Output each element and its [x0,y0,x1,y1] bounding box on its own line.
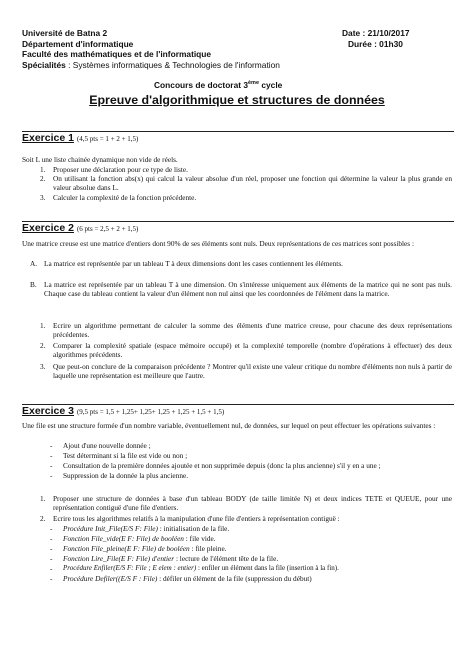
procedure-item [63,534,453,543]
procedure-signature: Fonction Lire_File(E F: File) d'entier [63,554,175,563]
dash-bullet: - [50,564,53,573]
list-number: 2. [40,514,46,523]
exercise-1-heading [22,132,138,144]
exercise-2-intro: Une matrice creuse est une matrice d'entiers dont 90% de ses éléments sont nuls. Deux représentations de ces matrices sont possibles : [22,239,414,248]
operation-item: Suppression de la donnée la plus ancienne. [63,471,189,480]
operation-item: Test déterminant si la file est vide ou non ; [63,451,188,460]
procedure-signature: Procédure Enfiler(E/S F: File ; E elem : entier) [63,564,197,572]
representation-a: La matrice est représentée par un tableau T à deux dimensions dont les cases contiennent les éléments. [44,259,344,268]
exercise-3-points: (9,5 pts = 1,5 + 1,25+ 1,25+ 1,25 + 1,25 + 1,5 + 1,5) [76,408,225,416]
operation-item: Ajout d'une nouvelle donnée ; [63,441,151,450]
question-text: Ecrire tous les algorithmes relatifs à la manipulation d'une file d'entiers à représentation contiguë : [53,514,340,523]
contest-text: Concours de doctorat 3 [154,80,248,90]
dash-bullet: - [50,544,53,553]
dash-bullet: - [50,451,53,460]
exam-duration: Durée : 01h30 [348,38,403,49]
dash-bullet: - [50,461,53,470]
dash-bullet: - [50,441,53,450]
exam-title: Epreuve d'algorithmique et structures de données [89,93,385,107]
list-letter: A. [30,259,38,268]
exercise-3-intro: Une file est une structure formée d'un nombre variable, éventuellement nul, de données, sur lequel on peut effectuer les opérations suivantes : [22,421,436,430]
exercise-3-title: Exercice 3 [22,405,74,417]
exercise-2-title: Exercice 2 [22,222,74,234]
list-number: 2. [40,174,46,183]
list-number: 1. [40,494,46,503]
procedure-description: : initialisation de la file. [157,524,230,533]
list-number: 3. [40,362,46,371]
dash-bullet: - [50,471,53,480]
specialties-label: Spécialités [22,59,66,70]
question-text: Calculer la complexité de la fonction précédente. [53,193,197,202]
question-text: On utilisant la fonction abs(x) qui calcul la valeur absolue d'un réel, proposer une fonction qui détermine la valeur la plus grande en valeur absolue dans L. [53,174,452,193]
procedure-description: : enfiler un élément dans la file (insertion à la fin). [196,564,339,572]
dash-bullet: - [50,524,53,533]
procedure-description: : file vide. [183,534,216,543]
procedure-description: : défiler un élément de la file (suppression du début) [157,574,312,583]
contest-end: cycle [259,80,283,90]
procedure-item [63,574,453,583]
dash-bullet: - [50,534,53,543]
exercise-1-intro: Soit L une liste chainée dynamique non vide de réels. [22,155,178,164]
exam-date: Date : 21/10/2017 [342,28,410,38]
list-number: 3. [40,193,46,202]
procedure-item [63,524,453,533]
exercise-2-heading [22,222,138,234]
operation-item: Consultation de la première données ajoutée et non supprimée depuis (donc la plus ancienne) s'il y en a une ; [63,461,381,470]
exercise-1-points: (4,5 pts = 1 + 2 + 1,5) [76,135,139,143]
question-text: Ecrire un algorithme permettant de calculer la somme des éléments d'une matrice creuse, pour chacune des deux représentations précédentes. [53,321,452,340]
procedure-description: : file pleine. [189,544,227,553]
contest-line [154,80,282,90]
specialties [22,60,280,71]
specialties-value: : Systèmes informatiques & Technologies de l'information [65,59,280,70]
procedure-signature: Procédure Defiler((E/S F : File) [63,574,158,583]
exercise-2-points: (6 pts = 2,5 + 2 + 1,5) [76,225,139,233]
procedure-signature: Fonction File_pleine(E F: File) de booléen [63,544,190,553]
list-number: 1. [40,164,46,174]
dash-bullet: - [50,554,53,563]
question-text: Comparer la complexité spatiale (espace mémoire occupé) et la complexité temporelle (nombre d'opérations à effectuer) des deux algorithmes précédents. [53,341,452,360]
exercise-1-title: Exercice 1 [22,132,74,144]
procedure-item [63,564,453,573]
procedure-item [63,554,453,563]
representation-b: La matrice est représentée par un tableau T à une dimension. On s'intéresse uniquement aux éléments de la matrice qui ne sont pas nuls. Chaque case du tableau contient la valeur d'un élément non nul ainsi que les coordonnées de l'élément dans la matrice. [44,280,452,299]
list-letter: B. [30,280,37,289]
list-number: 1. [40,321,46,330]
department-name: Département d'informatique [22,38,134,49]
question-text: Proposer une déclaration pour ce type de liste. [53,164,188,174]
faculty-name: Faculté des mathématiques et de l'informatique [22,49,212,59]
contest-sup: ème [248,80,260,87]
procedure-signature: Procédure Init_File(E/S F: File) [63,524,158,533]
university-name: Université de Batna 2 [22,28,108,38]
exercise-3-heading [22,405,224,417]
question-text: Proposer une structure de données à base d'un tableau BODY (de taille limitée N) et deux indices TETE et QUEUE, pour une représentation contiguë d'une file d'entiers. [53,494,452,513]
question-text: Que peut-on conclure de la comparaison précédente ? Montrer qu'il existe une valeur critique du nombre d'éléments non nuls à partir de laquelle une représentation est meilleure que l'autre. [53,362,452,381]
list-number: 2. [40,341,46,350]
dash-bullet: - [50,574,53,583]
procedure-signature: Fonction File_vide(E F: File) de booléen [63,534,184,543]
procedure-item [63,544,453,553]
procedure-description: : lecture de l'élément tête de la file. [174,554,279,563]
